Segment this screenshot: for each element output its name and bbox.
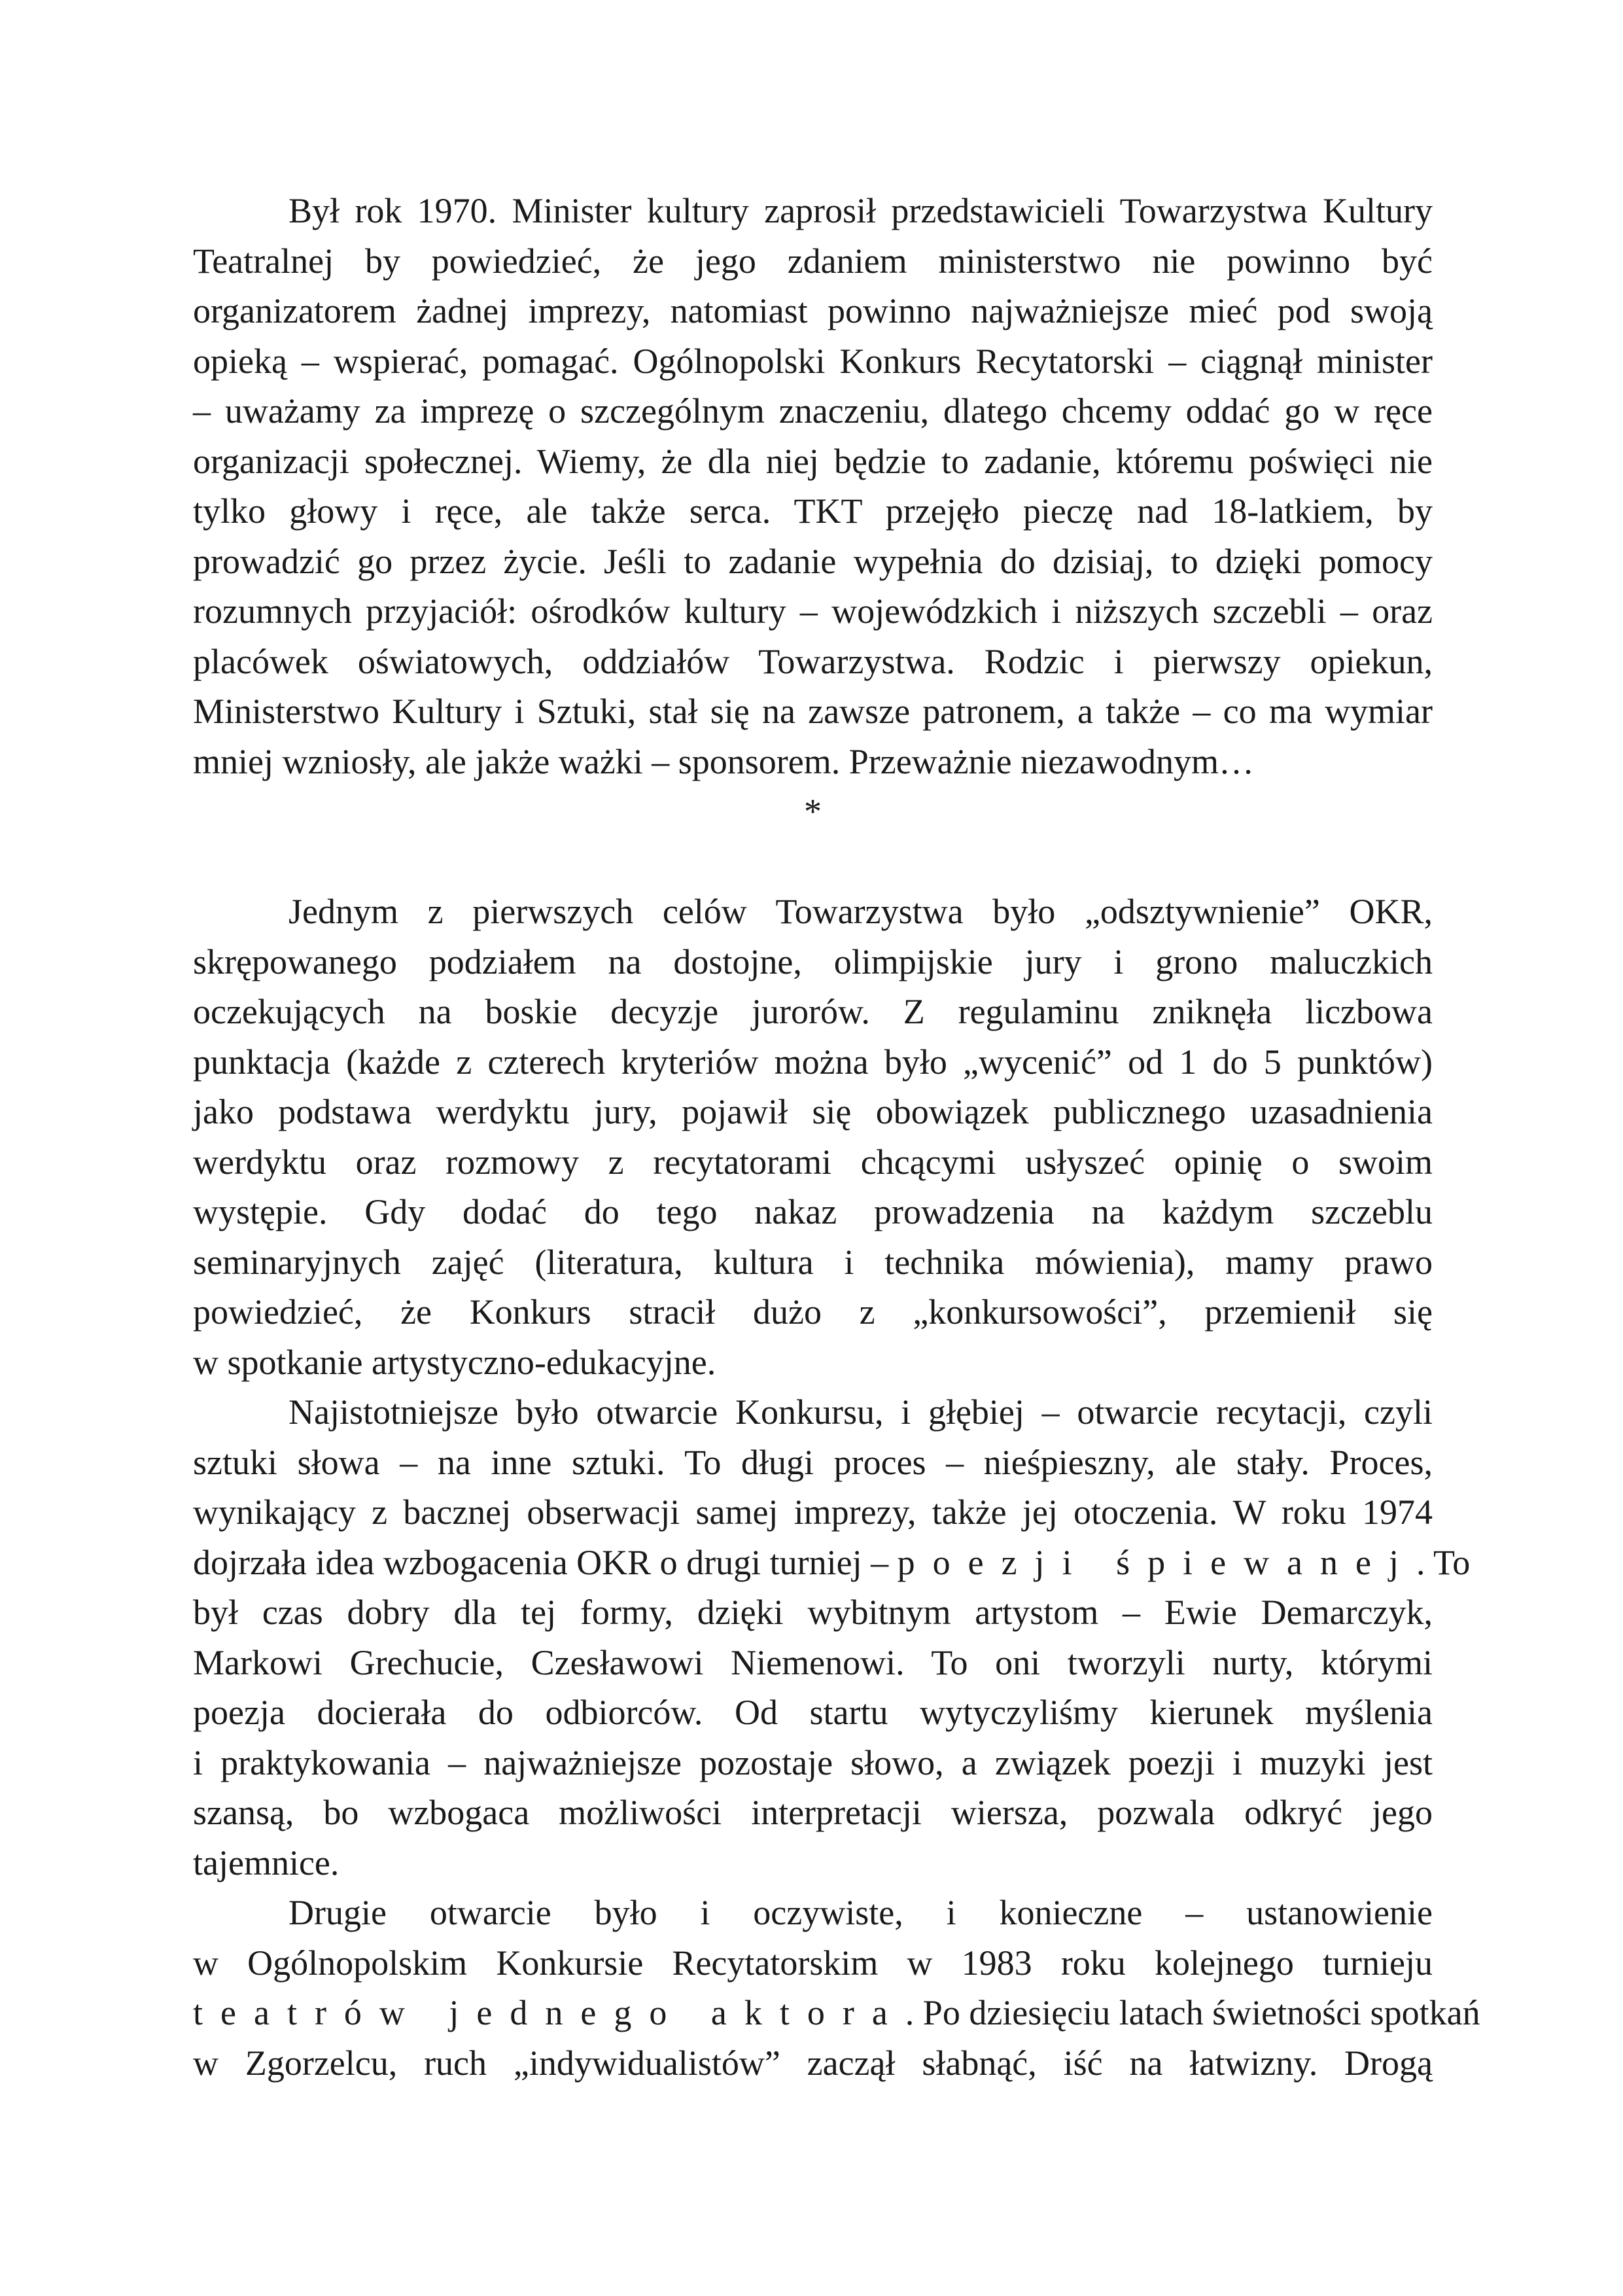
text-line: Jednym z pierwszych celów Towarzystwa było „odsztywnienie” OKR, <box>288 892 1433 931</box>
paragraph <box>193 887 1433 1387</box>
text-line: punktacja (każde z czterech kryteriów można było „wycenić” od 1 do 5 punktów) <box>193 1042 1433 1082</box>
text-run: . To <box>1416 1542 1471 1582</box>
text-line: jako podstawa werdyktu jury, pojawił się obowiązek publicznego uzasadnienia <box>193 1092 1433 1131</box>
text-line: w Ogólnopolskim Konkursie Recytatorskim w 1983 roku kolejnego turnieju <box>193 1943 1433 1983</box>
paragraph <box>193 186 1433 786</box>
text-run: . Po dziesięciu latach świetności spotkań <box>905 1993 1480 2032</box>
text-line: Najistotniejsze było otwarcie Konkursu, i głębiej – otwarcie recytacji, czyli <box>288 1392 1433 1432</box>
spaced-emphasis: poezji śpiewanej <box>897 1542 1416 1582</box>
text-line: Ministerstwo Kultury i Sztuki, stał się na zawsze patronem, a także – co ma wymiar <box>193 692 1433 731</box>
text-line: był czas dobry dla tej formy, dzięki wybitnym artystom – Ewie Demarczyk, <box>193 1593 1433 1632</box>
paragraph <box>193 1888 1480 2088</box>
paragraph <box>193 1387 1471 1888</box>
text-line: tylko głowy i ręce, ale także serca. TKT przejęło pieczę nad 18-latkiem, by <box>193 491 1433 531</box>
text-line: sztuki słowa – na inne sztuki. To długi proces – nieśpieszny, ale stały. Proces, <box>193 1442 1433 1482</box>
text-line: prowadzić go przez życie. Jeśli to zadanie wypełnia do dzisiaj, to dzięki pomocy <box>193 541 1433 581</box>
section-separator: * <box>804 792 822 831</box>
spaced-emphasis: teatrów jednego aktora <box>193 1993 905 2032</box>
text-line: powiedzieć, że Konkurs stracił dużo z „konkursowości”, przemienił się <box>193 1292 1433 1332</box>
text-line: Markowi Grechucie, Czesławowi Niemenowi. To oni tworzyli nurty, którymi <box>193 1642 1433 1682</box>
text-line: placówek oświatowych, oddziałów Towarzystwa. Rodzic i pierwszy opiekun, <box>193 641 1433 681</box>
text-run: dojrzała idea wzbogacenia OKR o drugi turniej – <box>193 1542 898 1582</box>
text-line: w Zgorzelcu, ruch „indywidualistów” zaczął słabnąć, iść na łatwizny. Drogą <box>193 2043 1433 2083</box>
text-line: w spotkanie artystyczno-edukacyjne. <box>193 1342 716 1382</box>
text-line: wynikający z bacznej obserwacji samej imprezy, także jej otoczenia. W roku 1974 <box>193 1492 1433 1532</box>
text-line: Teatralnej by powiedzieć, że jego zdaniem ministerstwo nie powinno być <box>193 241 1433 281</box>
text-line: szansą, bo wzbogaca możliwości interpretacji wiersza, pozwala odkryć jego <box>193 1793 1433 1832</box>
text-line: skrępowanego podziałem na dostojne, olimpijskie jury i grono maluczkich <box>193 942 1433 981</box>
text-line: oczekujących na boskie decyzje jurorów. Z regulaminu zniknęła liczbowa <box>193 992 1433 1031</box>
text-line: rozumnych przyjaciół: ośrodków kultury – wojewódzkich i niższych szczebli – oraz <box>193 592 1433 631</box>
text-line: organizatorem żadnej imprezy, natomiast powinno najważniejsze mieć pod swoją <box>193 291 1433 330</box>
text-line: Był rok 1970. Minister kultury zaprosił przedstawicieli Towarzystwa Kultury <box>288 191 1433 230</box>
text-line: seminaryjnych zajęć (literatura, kultura i technika mówienia), mamy prawo <box>193 1242 1433 1282</box>
text-line <box>193 1988 1480 2038</box>
text-line: i praktykowania – najważniejsze pozostaje słowo, a związek poezji i muzyki jest <box>193 1742 1433 1782</box>
text-line: Drugie otwarcie było i oczywiste, i konieczne – ustanowienie <box>288 1893 1433 1932</box>
text-line <box>193 1538 1471 1588</box>
text-line: opieką – wspierać, pomagać. Ogólnopolski Konkurs Recytatorski – ciągnął minister <box>193 341 1433 381</box>
separator-gap <box>193 837 1433 887</box>
text-line: tajemnice. <box>193 1843 340 1882</box>
document-body <box>193 186 1480 2088</box>
text-line: poezja docierała do odbiorców. Od startu wytyczyliśmy kierunek myślenia <box>193 1693 1433 1732</box>
text-line: występie. Gdy dodać do tego nakaz prowadzenia na każdym szczeblu <box>193 1192 1433 1231</box>
text-line: werdyktu oraz rozmowy z recytatorami chcącymi usłyszeć opinię o swoim <box>193 1142 1433 1182</box>
text-line: – uważamy za imprezę o szczególnym znaczeniu, dlatego chcemy oddać go w ręce <box>193 391 1433 431</box>
text-line: mniej wzniosły, ale jakże ważki – sponsorem. Przeważnie niezawodnym… <box>193 741 1254 781</box>
text-line: organizacji społecznej. Wiemy, że dla niej będzie to zadanie, któremu poświęci nie <box>193 441 1433 481</box>
